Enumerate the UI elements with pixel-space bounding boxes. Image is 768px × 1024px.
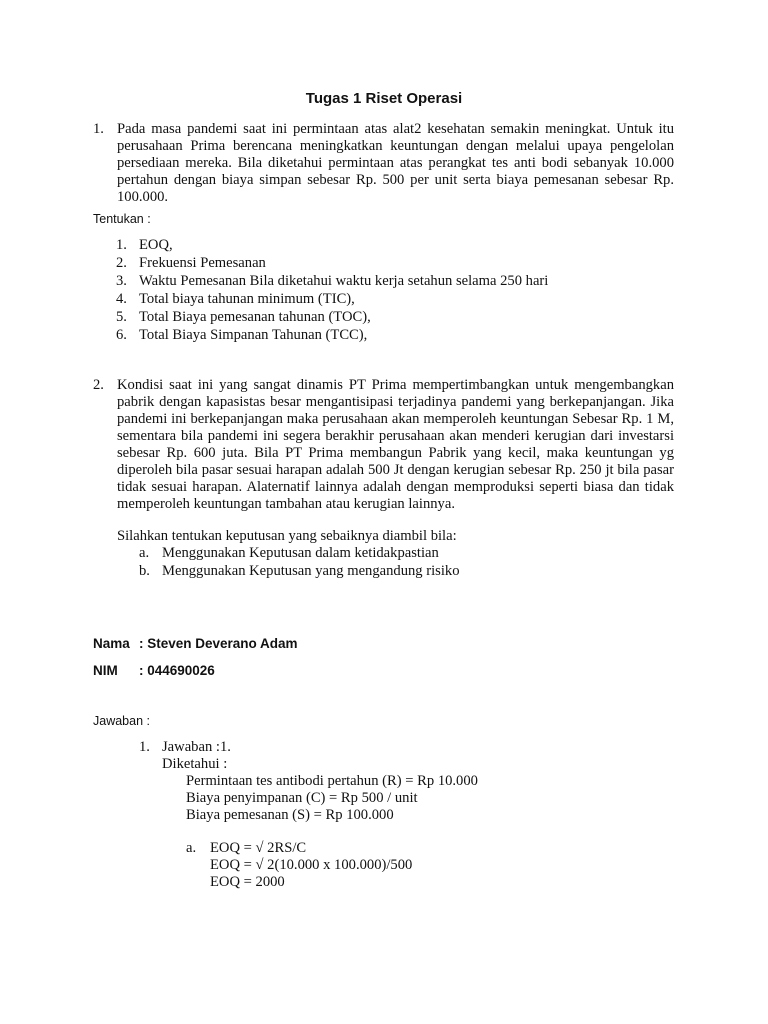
q2-number: 2.: [93, 377, 104, 393]
list-item: 5. Total Biaya pemesanan tahunan (TOC),: [116, 309, 371, 325]
q1-text: Pada masa pandemi saat ini permintaan atas alat2 kesehatan semakin meningkat. Untuk itu perusahaan Prima berencana meningkatkan keuntungan dengan melalui upaya pengelolan persediaan mereka. Bila diketahui permintaan atas perangkat tes anti bodi sebanyak 10.000 pertahun dengan biaya simpan sebesar Rp. 500 per unit serta biaya pemesanan sebesar Rp. 100.000.: [117, 121, 674, 205]
nama-value: : Steven Deverano Adam: [139, 636, 298, 651]
list-item: 1. EOQ,: [116, 237, 173, 253]
q2-text: Kondisi saat ini yang sangat dinamis PT Prima mempertimbangkan untuk mengembangkan pabrik dengan kapasistas besar mengantisipasi terjadinya pandemi yang berkepanjangan. Jika pandemi ini berkepanjangan maka perusahaan akan memperoleh keuntungan Sebesar Rp. 1 M, sementara bila pandemi ini segera berakhir perusahaan akan menderi kerugian dari investarsi sebesar Rp. 600 juta. Bila PT Prima membangun Pabrik yang kecil, maka keuntungan yg diperoleh bila pasar sesuai harapan adalah 500 Jt dengan kerugian sebesar Rp. 250 jt bila pasar tidak sesuai harapan. Alaternatif lainnya adalah dengan memproduksi seperti biasa dan tidak memperoleh keuntungan tambahan atau kerugian lainnya.: [117, 377, 674, 512]
list-item: 2. Frekuensi Pemesanan: [116, 255, 266, 271]
answer-number: 1.: [139, 739, 150, 755]
q2-instruction: Silahkan tentukan keputusan yang sebaiknya diambil bila:: [117, 528, 457, 544]
nim-label: NIM: [93, 663, 118, 678]
answer-heading: Jawaban :1.: [162, 739, 231, 755]
tentukan-label: Tentukan :: [93, 212, 151, 226]
given-holding-cost: Biaya penyimpanan (C) = Rp 500 / unit: [186, 790, 418, 806]
jawaban-label: Jawaban :: [93, 714, 150, 728]
given-demand: Permintaan tes antibodi pertahun (R) = Rp 10.000: [186, 773, 478, 789]
list-item: 3. Waktu Pemesanan Bila diketahui waktu kerja setahun selama 250 hari: [116, 273, 549, 289]
q2-options: [139, 545, 559, 581]
nim-value: : 044690026: [139, 663, 215, 678]
eoq-formula: EOQ = √ 2RS/C: [210, 840, 307, 856]
list-item: 6. Total Biaya Simpanan Tahunan (TCC),: [116, 327, 368, 343]
given-order-cost: Biaya pemesanan (S) = Rp 100.000: [186, 807, 394, 823]
list-item: a. Menggunakan Keputusan dalam ketidakpastian: [139, 545, 439, 561]
page-title: Tugas 1 Riset Operasi: [305, 90, 463, 107]
list-item: b. Menggunakan Keputusan yang mengandung risiko: [139, 563, 460, 579]
part-a-label: a.: [186, 840, 197, 856]
eoq-calculation: [210, 840, 412, 891]
eoq-result: EOQ = 2000: [210, 874, 285, 890]
givens-list: [186, 773, 478, 824]
list-item: 4. Total biaya tahunan minimum (TIC),: [116, 291, 355, 307]
diketahui-label: Diketahui :: [162, 756, 228, 772]
nama-label: Nama: [93, 636, 130, 651]
eoq-substitution: EOQ = √ 2(10.000 x 100.000)/500: [210, 857, 413, 873]
q1-number: 1.: [93, 121, 104, 137]
q1-task-list: [116, 237, 636, 345]
